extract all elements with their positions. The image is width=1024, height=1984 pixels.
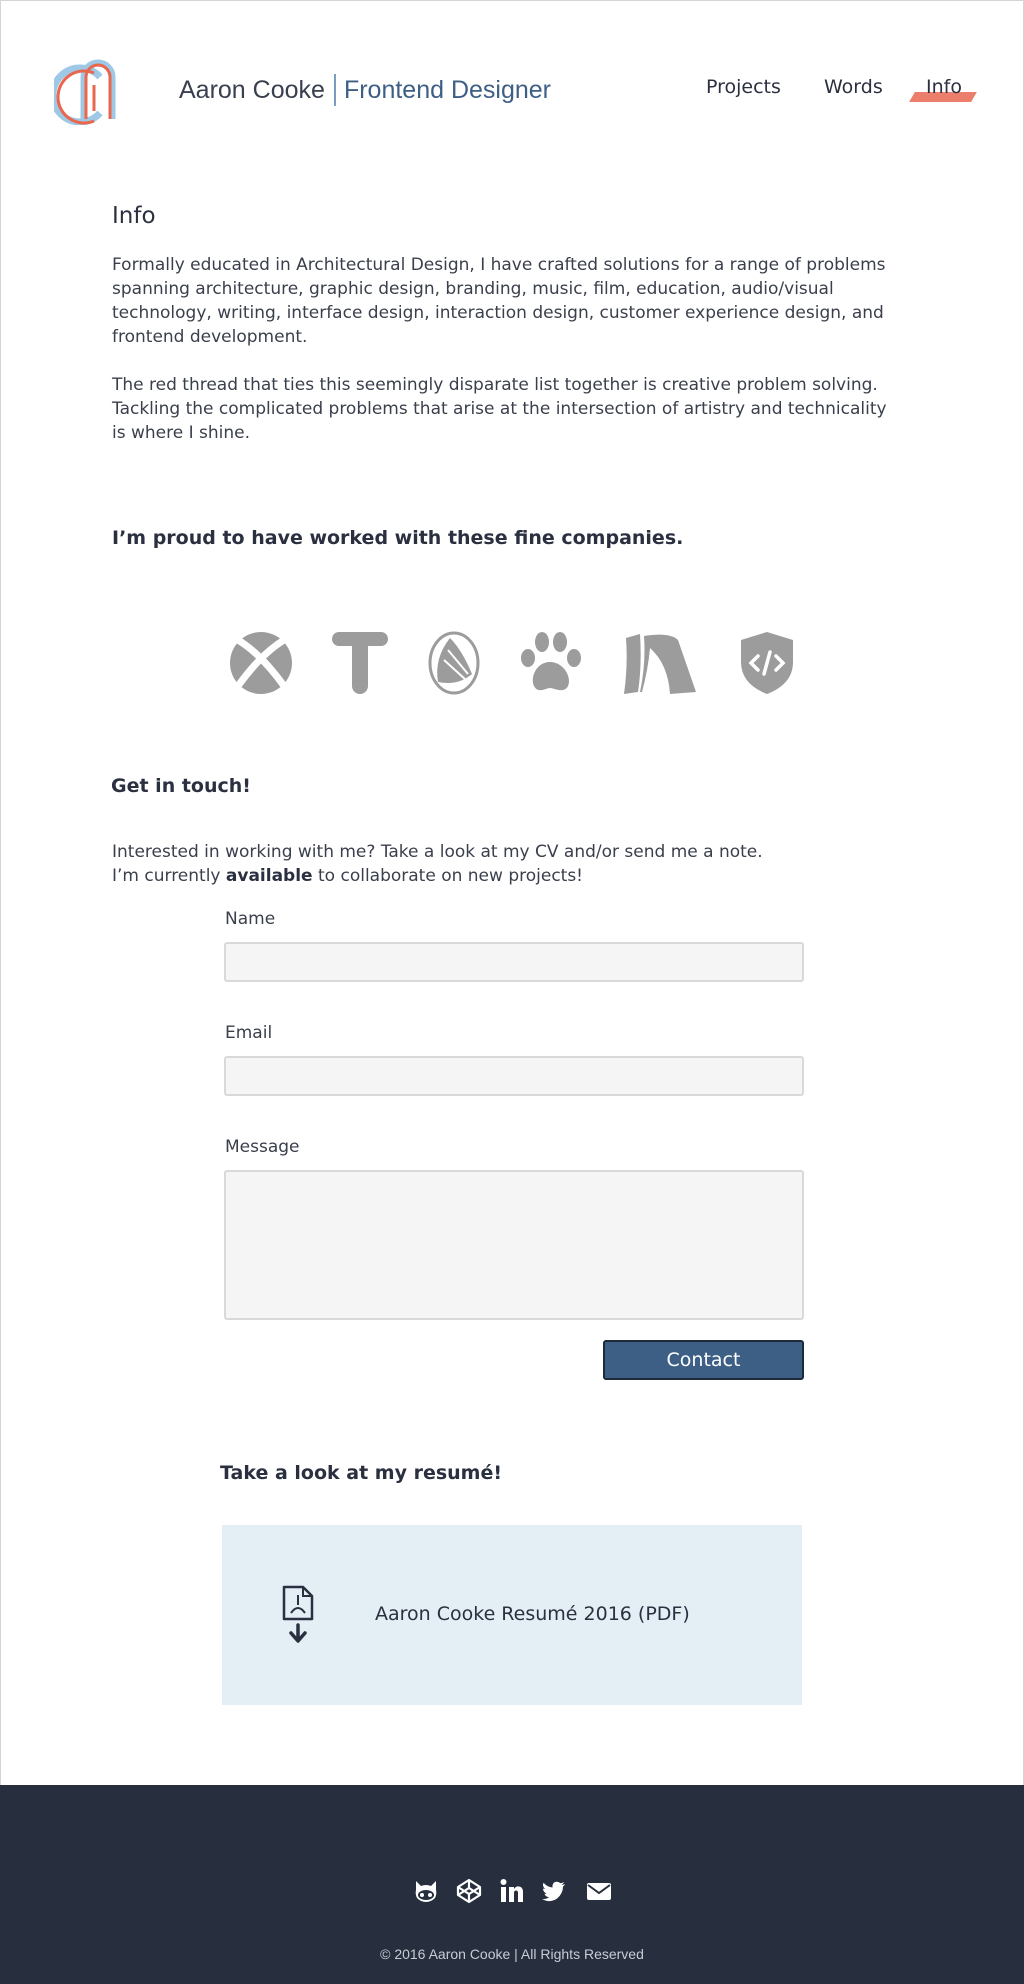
name-label: Name <box>225 909 276 929</box>
availability-status: available <box>225 866 313 886</box>
main-nav <box>0 76 1024 106</box>
codepen-icon[interactable] <box>456 1878 482 1904</box>
ribbon-logo <box>620 630 700 696</box>
contact-intro-pre: I’m currently <box>112 866 226 886</box>
xbox-logo <box>228 630 294 696</box>
message-textarea[interactable] <box>224 1170 804 1320</box>
contact-button[interactable]: Contact <box>603 1340 804 1380</box>
t-logo <box>330 630 390 696</box>
name-input[interactable] <box>224 942 804 982</box>
info-paragraph-1: Formally educated in Architectural Design, I have crafted solutions for a range of problems spanning architecture, graphic design, branding, music, film, education, audio/visual technology, writing, interface design, interaction design, customer experience design, and frontend development. <box>112 255 886 347</box>
contact-intro-line1: Interested in working with me? Take a look at my CV and/or send me a note. <box>112 842 763 862</box>
ship-logo <box>428 630 480 696</box>
brand-role: Frontend Designer <box>343 75 551 104</box>
github-icon[interactable] <box>413 1878 439 1904</box>
contact-intro-post: to collaborate on new projects! <box>312 866 583 886</box>
email-icon[interactable] <box>585 1878 613 1904</box>
resume-heading: Take a look at my resumé! <box>220 1462 503 1484</box>
nav-info[interactable]: Info <box>926 76 962 98</box>
resume-download-link[interactable]: Aaron Cooke Resumé 2016 (PDF) <box>375 1603 690 1625</box>
resume-download-card[interactable] <box>222 1525 802 1705</box>
contact-intro <box>112 840 902 888</box>
pdf-download-icon <box>281 1585 315 1645</box>
email-input[interactable] <box>224 1056 804 1096</box>
email-label: Email <box>225 1023 273 1043</box>
companies-heading: I’m proud to have worked with these fine companies. <box>112 527 684 549</box>
info-paragraph-2: The red thread that ties this seemingly disparate list together is creative problem solving. Tackling the complicated problems that arise at the intersection of artistry and technicality is where I shine. <box>112 375 887 443</box>
copyright: © 2016 Aaron Cooke | All Rights Reserved <box>380 1946 644 1962</box>
paw-logo <box>518 630 582 696</box>
nav-projects[interactable]: Projects <box>706 76 781 98</box>
contact-heading: Get in touch! <box>111 775 251 797</box>
company-logos <box>0 630 1024 700</box>
nav-words[interactable]: Words <box>824 76 883 98</box>
page-title: Info <box>112 203 156 229</box>
message-label: Message <box>225 1137 300 1157</box>
twitter-icon[interactable] <box>541 1878 567 1904</box>
shield-code-logo <box>738 630 796 696</box>
brand-name: Aaron Cooke <box>179 75 325 104</box>
footer <box>0 1785 1024 1984</box>
linkedin-icon[interactable] <box>500 1878 524 1904</box>
